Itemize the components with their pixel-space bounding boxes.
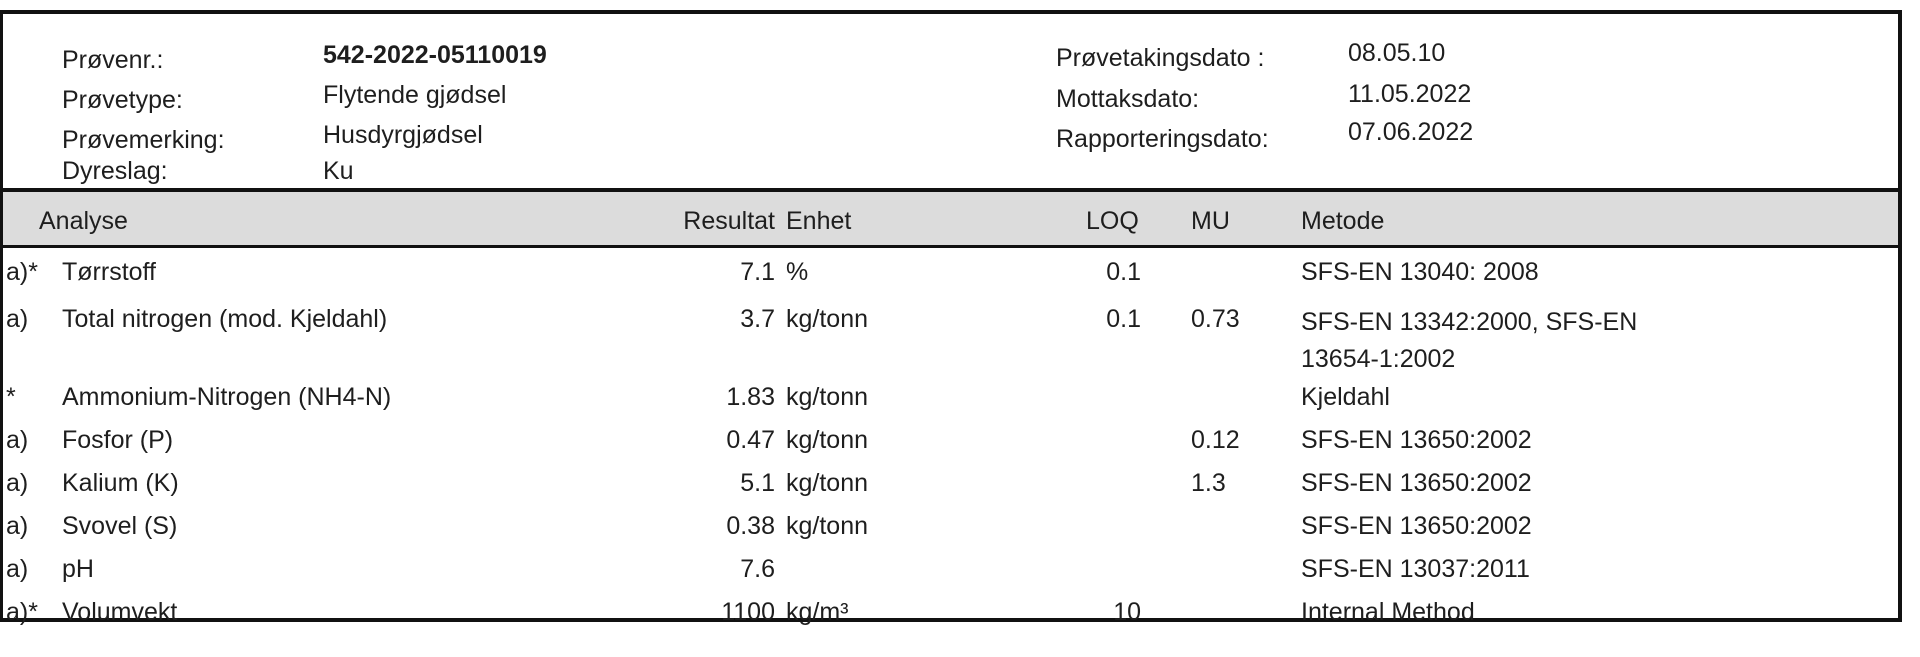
row-flag: a)* [6, 598, 38, 626]
results-table-body [3, 248, 1898, 626]
row-metode: SFS-EN 13342:2000, SFS-EN [1301, 308, 1638, 336]
sample-type-label: Prøvetype: [62, 86, 183, 114]
header-metode: Metode [1301, 207, 1385, 235]
row-resultat: 7.6 [740, 555, 775, 583]
row-enhet: kg/tonn [786, 512, 869, 540]
received-date-value: 11.05.2022 [1348, 80, 1472, 108]
row-analyse: pH [62, 555, 94, 583]
row-resultat: 7.1 [740, 258, 775, 286]
header-mu: MU [1191, 207, 1230, 235]
animal-type-value: Ku [323, 157, 354, 185]
row-enhet: kg/tonn [786, 426, 869, 454]
sample-info-box [3, 14, 1898, 192]
table-header [3, 192, 1898, 248]
row-analyse: Tørrstoff [62, 258, 156, 286]
header-loq: LOQ [1086, 207, 1139, 235]
row-metode: Internal Method [1301, 598, 1475, 626]
row-loq: 0.1 [1106, 305, 1141, 333]
report-date-label: Rapporteringsdato: [1056, 125, 1269, 153]
analysis-report [0, 10, 1902, 626]
row-analyse: Ammonium-Nitrogen (NH4-N) [62, 383, 392, 411]
row-analyse: Svovel (S) [62, 512, 178, 540]
row-flag: a) [6, 426, 29, 454]
row-mu: 0.73 [1191, 305, 1240, 333]
row-resultat: 0.38 [726, 512, 775, 540]
header-enhet: Enhet [786, 207, 852, 235]
row-resultat: 3.7 [740, 305, 775, 333]
row-metode: SFS-EN 13037:2011 [1301, 555, 1530, 583]
row-analyse: Kalium (K) [62, 469, 179, 497]
row-resultat: 1100 [721, 598, 775, 626]
sample-number-label: Prøvenr.: [62, 46, 164, 74]
received-date-label: Mottaksdato: [1056, 85, 1200, 113]
row-enhet: kg/m³ [786, 598, 849, 626]
sampling-date-label: Prøvetakingsdato : [1056, 44, 1265, 72]
sample-type-value: Flytende gjødsel [323, 81, 507, 109]
row-flag: a) [6, 555, 29, 583]
row-flag: a) [6, 469, 29, 497]
row-analyse: Total nitrogen (mod. Kjeldahl) [62, 305, 388, 333]
row-metode: SFS-EN 13650:2002 [1301, 469, 1532, 497]
row-enhet: kg/tonn [786, 305, 869, 333]
sample-number-value: 542-2022-05110019 [323, 41, 547, 69]
row-analyse: Fosfor (P) [62, 426, 174, 454]
row-mu: 1.3 [1191, 469, 1226, 497]
row-resultat: 5.1 [740, 469, 775, 497]
row-enhet: % [786, 258, 809, 286]
sampling-date-value: 08.05.10 [1348, 39, 1446, 67]
report-date-value: 07.06.2022 [1348, 118, 1474, 146]
row-enhet: kg/tonn [786, 383, 869, 411]
animal-type-label: Dyreslag: [62, 157, 168, 185]
row-flag: a) [6, 512, 29, 540]
row-metode: SFS-EN 13040: 2008 [1301, 258, 1539, 286]
row-resultat: 0.47 [726, 426, 775, 454]
row-flag: a) [6, 305, 29, 333]
row-metode: SFS-EN 13650:2002 [1301, 512, 1532, 540]
header-analyse: Analyse [39, 207, 128, 235]
row-loq: 10 [1113, 598, 1141, 626]
row-analyse: Volumvekt [62, 598, 178, 626]
row-resultat: 1.83 [726, 383, 775, 411]
row-mu: 0.12 [1191, 426, 1240, 454]
row-metode: Kjeldahl [1301, 383, 1390, 411]
header-resultat: Resultat [683, 207, 775, 235]
row-loq: 0.1 [1106, 258, 1141, 286]
sample-marking-label: Prøvemerking: [62, 126, 225, 154]
row-flag: * [6, 383, 16, 411]
sample-marking-value: Husdyrgjødsel [323, 121, 483, 149]
row-metode: SFS-EN 13650:2002 [1301, 426, 1532, 454]
row-enhet: kg/tonn [786, 469, 869, 497]
row-flag: a)* [6, 258, 38, 286]
row-metode-continued: 13654-1:2002 [1301, 345, 1456, 373]
